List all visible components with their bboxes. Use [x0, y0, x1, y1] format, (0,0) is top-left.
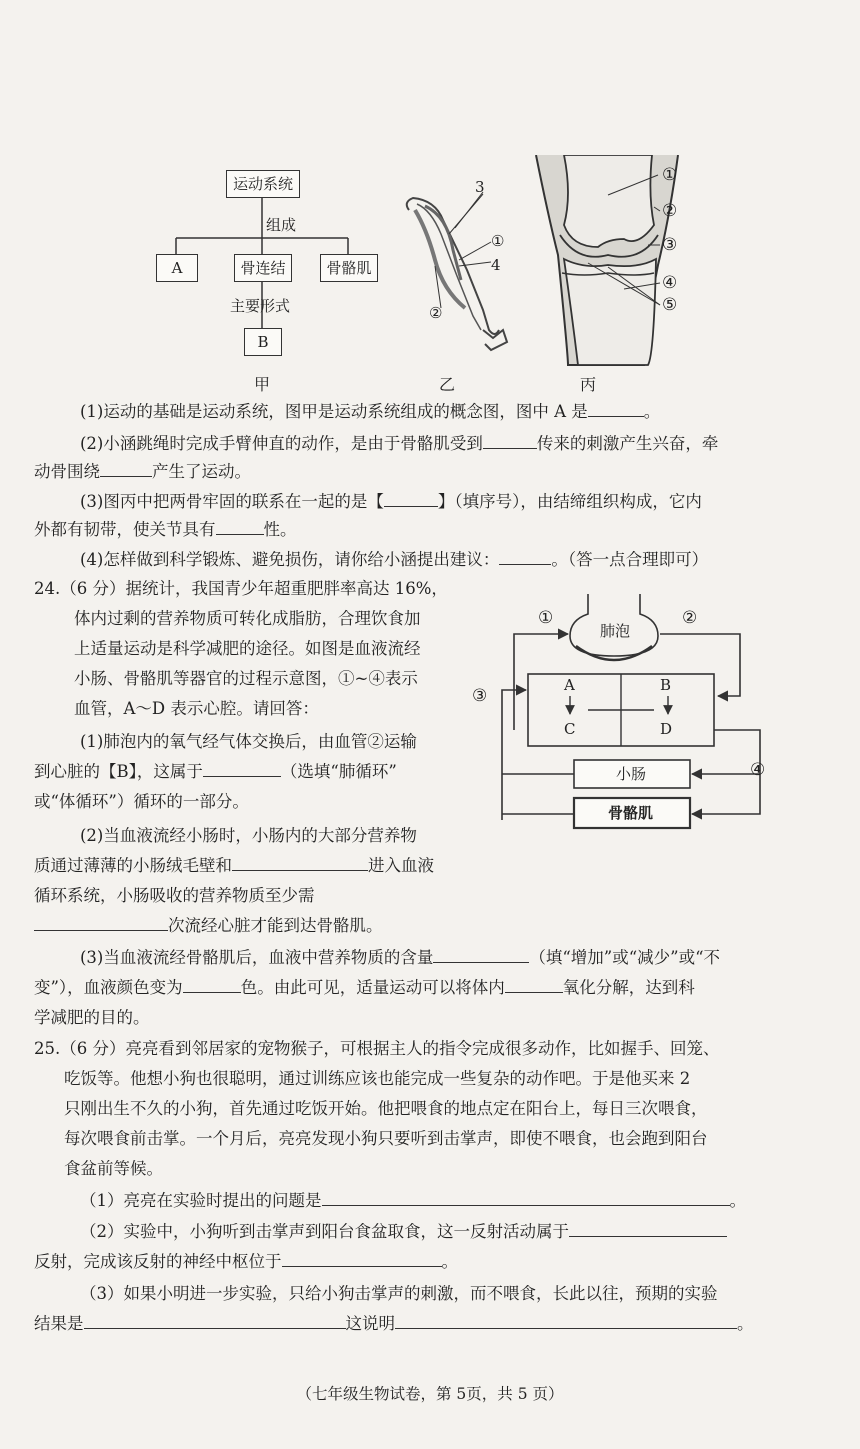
q24-line10: 质通过薄薄的小肠绒毛壁和 进入血液: [34, 852, 434, 876]
chamber-b: B: [660, 676, 672, 694]
q23-blank-2[interactable]: [483, 430, 537, 449]
q24-line8: 或“体循环”）循环的一部分。: [34, 792, 249, 811]
q23-blank-5[interactable]: [216, 516, 264, 535]
q25-part2-line2: 反射，完成该反射的神经中枢位于 。: [34, 1248, 458, 1272]
yi-label-4: 4: [491, 256, 501, 274]
q24-line3: 上适量运动是科学减肥的途径。如图是血液流经: [74, 639, 421, 658]
q24-line14: 变”），血液颜色变为 色。由此可见，适量运动可以将体内 氧化分解，达到科: [34, 974, 695, 998]
q24-line1: 24.（6 分）据统计，我国青少年超重肥胖率高达 16%，: [34, 579, 448, 598]
bing-label-2: ②: [662, 201, 678, 221]
q24-blank-6[interactable]: [505, 974, 563, 993]
q23-part3-line1: (3)图丙中把两骨牢固的联系在一起的是【 】（填序号），由结缔组织构成，它内: [80, 488, 702, 512]
bing-label-4: ④: [662, 273, 678, 293]
q23-blank-6[interactable]: [499, 546, 551, 565]
alveolus-label: 肺泡: [600, 622, 631, 640]
q23-part1: (1)运动的基础是运动系统，图甲是运动系统组成的概念图，图中 A 是 。: [80, 398, 660, 422]
vessel-3-label: ③: [472, 686, 488, 706]
q24-line11: 循环系统，小肠吸收的营养物质至少需: [34, 886, 315, 905]
q24-line4: 小肠、骨骼肌等器官的过程示意图，①~④表示: [74, 669, 418, 688]
q23-part2-line1: (2)小涵跳绳时完成手臂伸直的动作，是由于骨骼肌受到 传来的刺激产生兴奋，牵: [80, 430, 718, 454]
yi-label-3: 3: [475, 178, 485, 196]
chamber-d: D: [660, 720, 673, 738]
q25-part3-line1: （3）如果小明进一步实验，只给小狗击掌声的刺激，而不喂食，长此以往，预期的实验: [80, 1284, 718, 1303]
q24-blank-5[interactable]: [183, 974, 241, 993]
q25-blank-1[interactable]: [322, 1187, 730, 1206]
movement-system-box: 运动系统: [226, 170, 300, 198]
q24-line15: 学减肥的目的。: [34, 1008, 150, 1027]
q24-line7: 到心脏的【B】，这属于 （选填“肺循环”: [34, 758, 397, 782]
q24-blank-4[interactable]: [433, 944, 529, 963]
q25-part3-line2: 结果是 这说明 。: [34, 1310, 754, 1334]
chamber-a: A: [564, 676, 575, 694]
q25-line2: 吃饭等。他想小狗也很聪明，通过训练应该也能完成一些复杂的动作吧。于是他买来 2: [64, 1069, 691, 1088]
q23-part4: (4)怎样做到科学锻炼、避免损伤，请你给小涵提出建议： 。（答一点合理即可）: [80, 546, 708, 570]
bing-label-1: ①: [662, 165, 678, 185]
q25-line3: 只刚出生不久的小狗，首先通过吃饭开始。他把喂食的地点定在阳台上，每日三次喂食，: [64, 1099, 708, 1118]
q25-blank-3[interactable]: [282, 1248, 442, 1267]
q24-line12: 次流经心脏才能到达骨骼肌。: [34, 912, 383, 936]
q23-blank-4[interactable]: [384, 488, 438, 507]
small-intestine-label: 小肠: [616, 765, 647, 783]
q25-blank-5[interactable]: [395, 1310, 737, 1329]
bing-label-5: ⑤: [662, 295, 678, 315]
figure-bing: [528, 155, 708, 395]
bing-label-3: ③: [662, 235, 678, 255]
q25-blank-2[interactable]: [569, 1218, 727, 1237]
q24-line13: (3)当血液流经骨骼肌后，血液中营养物质的含量 （填“增加”或“减少”或“不: [80, 944, 720, 968]
arm-illustration: [395, 180, 525, 395]
figure-row: [150, 150, 750, 395]
caption-bing: 丙: [580, 375, 597, 394]
q24-line9: (2)当血液流经小肠时，小肠内的大部分营养物: [80, 826, 417, 845]
box-a: A: [156, 254, 198, 282]
q25-line4: 每次喂食前击掌。一个月后，亮亮发现小狗只要听到击掌声，即使不喂食，也会跑到阳台: [64, 1129, 708, 1148]
q23-part2-line2: 动骨围绕 产生了运动。: [34, 458, 251, 482]
q24-blank-2[interactable]: [232, 852, 368, 871]
yi-label-1: ①: [491, 232, 505, 250]
q23-blank-1[interactable]: [588, 398, 644, 417]
main-form-label: 主要形式: [230, 297, 291, 315]
q23-part3-line2: 外都有韧带，使关节具有 性。: [34, 516, 297, 540]
caption-jia: 甲: [254, 375, 271, 394]
box-b: B: [244, 328, 282, 356]
q25-part2-line1: （2）实验中，小狗听到击掌声到阳台食盆取食，这一反射活动属于: [80, 1218, 727, 1242]
skeletal-muscle-label: 骨骼肌: [608, 804, 654, 822]
q24-line5: 血管，A～D 表示心腔。请回答：: [74, 699, 319, 718]
skeletal-muscle-box: 骨骼肌: [320, 254, 378, 282]
compose-label: 组成: [266, 216, 297, 234]
q23-blank-3[interactable]: [100, 458, 152, 477]
figure-yi: [395, 180, 525, 395]
q24-line6: (1)肺泡内的氧气经气体交换后，由血管②运输: [80, 732, 417, 751]
q24-line2: 体内过剩的营养物质可转化成脂肪，合理饮食加: [74, 609, 421, 628]
circulation-diagram: [470, 590, 790, 840]
knee-joint-illustration: [528, 155, 708, 370]
joint-box: 骨连结: [234, 254, 292, 282]
vessel-4-label: ④: [750, 760, 766, 780]
q25-blank-4[interactable]: [84, 1310, 346, 1329]
q25-part1: （1）亮亮在实验时提出的问题是 。: [80, 1187, 746, 1211]
caption-yi: 乙: [439, 375, 456, 394]
q24-blank-3[interactable]: [34, 912, 168, 931]
page-footer: （七年级生物试卷，第 5页，共 5 页）: [296, 1385, 564, 1403]
q25-line5: 食盆前等候。: [64, 1159, 163, 1178]
q25-line1: 25.（6 分）亮亮看到邻居家的宠物猴子，可根据主人的指令完成很多动作，比如握手、回笼、: [34, 1039, 720, 1058]
chamber-c: C: [564, 720, 576, 738]
vessel-1-label: ①: [538, 608, 554, 628]
q24-blank-1[interactable]: [203, 758, 281, 777]
yi-label-2: ②: [429, 304, 443, 322]
vessel-2-label: ②: [682, 608, 698, 628]
